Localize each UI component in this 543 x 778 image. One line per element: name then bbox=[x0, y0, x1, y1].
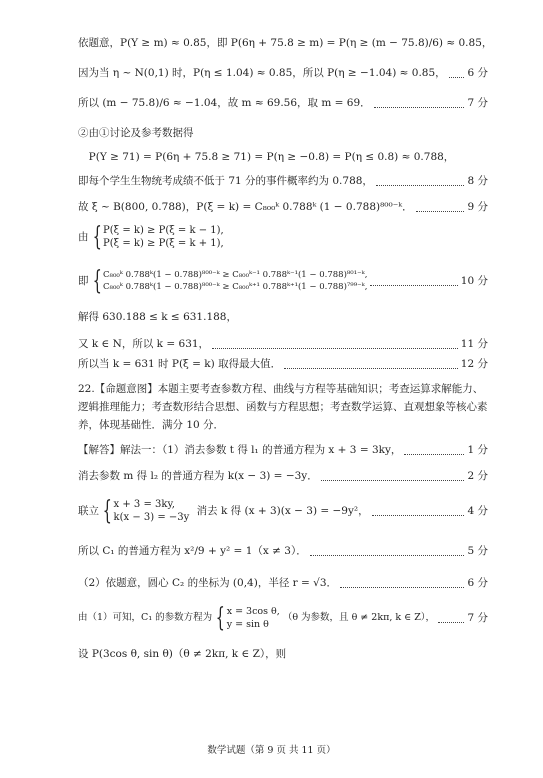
equation-system bbox=[227, 605, 280, 631]
text-line: 设 P(3cos θ, sin θ)（θ ≠ 2kπ, k ∈ Z），则 bbox=[78, 648, 287, 660]
leader-dots bbox=[449, 69, 465, 78]
score-line bbox=[78, 603, 488, 633]
line-text: 所以 C₁ 的普通方程为 x²/9 + y² = 1（x ≠ 3）． bbox=[78, 545, 307, 557]
leader-dots bbox=[310, 547, 465, 556]
system-block bbox=[78, 498, 369, 524]
equation-row: P(ξ = k) ≥ P(ξ = k + 1), bbox=[103, 238, 224, 249]
leader-dots bbox=[372, 507, 465, 516]
leader-dots bbox=[212, 340, 458, 349]
score-line bbox=[78, 496, 488, 526]
score-label: 1 分 bbox=[467, 444, 488, 456]
score-label: 12 分 bbox=[460, 358, 488, 370]
line-text: （θ 为参数，且 θ ≠ 2kπ, k ∈ Z）， bbox=[282, 612, 436, 623]
leader-dots bbox=[340, 579, 464, 588]
score-label: 5 分 bbox=[467, 545, 488, 557]
line-text: 由 bbox=[78, 231, 89, 243]
line-text: 所以 (m − 75.8)/6 ≈ −1.04，故 m ≈ 69.56，取 m = 69． bbox=[78, 97, 371, 109]
score-label: 11 分 bbox=[460, 338, 488, 350]
line-text: 即 bbox=[78, 275, 89, 287]
score-line bbox=[78, 66, 488, 80]
line-text: 所以当 k = 631 时 P(ξ = k) 取得最大值． bbox=[78, 358, 282, 370]
system-block bbox=[78, 224, 488, 254]
leader-dots bbox=[404, 446, 464, 455]
brace-icon: { bbox=[102, 496, 112, 526]
page-footer: 数学试题（第 9 页 共 11 页） bbox=[207, 745, 336, 756]
line-text: 联立 bbox=[78, 505, 99, 517]
equation-row: k(x − 3) = −3y bbox=[113, 512, 190, 523]
score-line bbox=[78, 544, 488, 558]
score-line bbox=[78, 266, 488, 296]
equation-row: x + 3 = 3ky, bbox=[113, 499, 175, 510]
score-label: 7 分 bbox=[467, 97, 488, 109]
score-line bbox=[78, 469, 488, 483]
system-block bbox=[78, 605, 435, 631]
line-text: 【解答】解法一：（1）消去参数 t 得 l₁ 的普通方程为 x + 3 = 3ky， bbox=[78, 444, 402, 456]
leader-dots bbox=[438, 614, 464, 623]
line-text: 消去 k 得 (x + 3)(x − 3) = −9y²， bbox=[196, 505, 369, 517]
equation-system bbox=[114, 498, 190, 524]
score-line bbox=[78, 337, 488, 351]
text-line: 依题意，P(Y ≥ m) ≈ 0.85，即 P(6η + 75.8 ≥ m) = P(η ≥ (m − 75.8)/6) ≈ 0.85， bbox=[78, 37, 493, 49]
score-line bbox=[78, 357, 488, 371]
line-text: 故 ξ ~ B(800, 0.788)，P(ξ = k) = C₈₀₀ᵏ 0.788ᵏ (1 − 0.788)⁸⁰⁰⁻ᵏ． bbox=[78, 201, 413, 213]
brace-icon: { bbox=[215, 603, 225, 633]
leader-dots bbox=[321, 472, 465, 481]
score-line bbox=[78, 200, 488, 214]
equation-row: y = sin θ bbox=[226, 619, 269, 630]
score-label: 2 分 bbox=[467, 470, 488, 482]
brace-icon: { bbox=[92, 266, 102, 296]
line-text: 由（1）可知，C₁ 的参数方程为 bbox=[78, 612, 213, 623]
score-label: 4 分 bbox=[467, 505, 488, 517]
score-label: 10 分 bbox=[460, 275, 488, 287]
leader-dots bbox=[376, 177, 465, 186]
score-label: 6 分 bbox=[467, 67, 488, 79]
score-label: 8 分 bbox=[467, 175, 488, 187]
line-text: 即每个学生生物统考成绩不低于 71 分的事件概率约为 0.788， bbox=[78, 175, 373, 187]
line-text: 消去参数 m 得 l₂ 的普通方程为 k(x − 3) = −3y． bbox=[78, 470, 318, 482]
equation-row: P(ξ = k) ≥ P(ξ = k − 1), bbox=[103, 225, 224, 236]
text-line: ②由①讨论及参考数据得 bbox=[78, 127, 194, 139]
score-line bbox=[78, 443, 488, 457]
text-line: 解得 630.188 ≤ k ≤ 631.188， bbox=[78, 311, 237, 323]
score-line bbox=[78, 174, 488, 188]
score-label: 6 分 bbox=[467, 577, 488, 589]
equation-row: C₈₀₀ᵏ 0.788ᵏ(1 − 0.788)⁸⁰⁰⁻ᵏ ≥ C₈₀₀ᵏ⁻¹ 0.788ᵏ⁻¹(1 − 0.788)⁸⁰¹⁻ᵏ, bbox=[103, 270, 368, 280]
problem-22-intro: 22.【命题意图】本题主要考查参数方程、曲线与方程等基础知识；考查运算求解能力、逻辑推理能力；考查数形结合思想、函数与方程思想；考查数学运算、直观想象等核心素养，体现基础性．满分 10 分． bbox=[78, 383, 488, 431]
centered-formula: P(Y ≥ 71) = P(6η + 75.8 ≥ 71) = P(η ≥ −0.8) = P(η ≤ 0.8) ≈ 0.788， bbox=[88, 151, 455, 163]
line-text: 因为当 η ~ N(0,1) 时，P(η ≤ 1.04) ≈ 0.85，所以 P(η ≥ −1.04) ≈ 0.85， bbox=[78, 67, 446, 79]
system-block bbox=[78, 268, 367, 294]
leader-dots bbox=[370, 277, 457, 286]
leader-dots bbox=[284, 360, 458, 369]
equation-system bbox=[103, 269, 367, 293]
equation-system bbox=[103, 224, 224, 250]
line-text: 又 k ∈ N，所以 k = 631， bbox=[78, 338, 210, 350]
leader-dots bbox=[374, 99, 465, 108]
equation-row: C₈₀₀ᵏ 0.788ᵏ(1 − 0.788)⁸⁰⁰⁻ᵏ ≥ C₈₀₀ᵏ⁺¹ 0.788ᵏ⁺¹(1 − 0.788)⁷⁹⁹⁻ᵏ, bbox=[103, 282, 368, 292]
brace-icon: { bbox=[92, 222, 102, 252]
leader-dots bbox=[416, 203, 465, 212]
score-line bbox=[78, 576, 488, 590]
score-line bbox=[78, 96, 488, 110]
line-text: （2）依题意，圆心 C₂ 的坐标为 (0,4)，半径 r = √3． bbox=[78, 577, 338, 589]
equation-row: x = 3cos θ, bbox=[226, 606, 280, 617]
score-label: 7 分 bbox=[467, 612, 488, 624]
score-label: 9 分 bbox=[467, 201, 488, 213]
